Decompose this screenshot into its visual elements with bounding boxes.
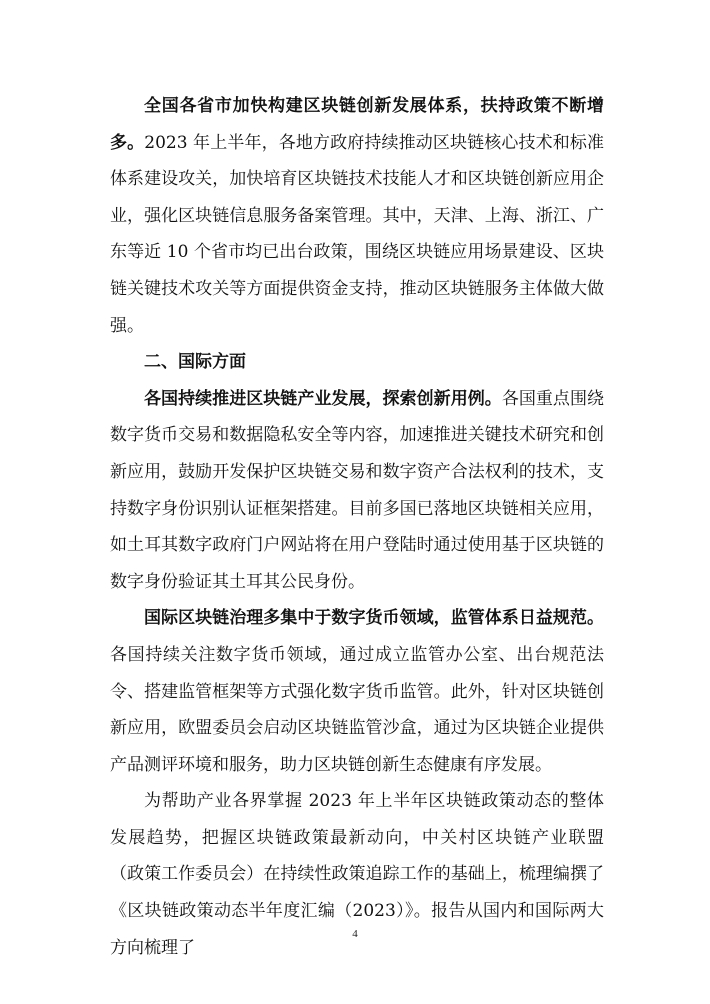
section-heading-text: 二、国际方面 — [144, 352, 246, 373]
paragraph-body: 各国重点围绕数字货币交易和数据隐私安全等内容，加速推进关键技术研究和创新应用，鼓励开发保护区块链交易和数字资产合法权利的技术，支持数字身份识别认证框架搭建。目前多国已落地区块链相关应用，如土耳其数字政府门户网站将在用户登陆时通过使用基于区块链的数字身份验证其土耳其公民身份。 — [110, 388, 605, 592]
section-heading — [110, 344, 604, 381]
paragraph-lead: 国际区块链治理多集中于数字货币领域，监管体系日益规范。 — [144, 608, 604, 629]
paragraph-body: 为帮助产业各界掌握 2023 年上半年区块链政策动态的整体发展趋势，把握区块链政策最新动向，中关村区块链产业联盟 （政策工作委员会）在持续性政策追踪工作的基础上，梳理编撰了《区块链政策动态半年度汇编（2023）》。报告从国内和国际两大方向梳理了 — [110, 791, 604, 958]
paragraph-international-governance — [110, 600, 604, 783]
paragraph-international-development — [110, 381, 604, 601]
paragraph-domestic-policy — [110, 88, 604, 344]
paragraph-body: 各国持续关注数字货币领域，通过成立监管办公室、出台规范法令、搭建监管框架等方式强化数字货币监管。此外，针对区块链创新应用，欧盟委员会启动区块链监管沙盒，通过为区块链企业提供产品测评环境和服务，助力区块链创新生态健康有序发展。 — [110, 644, 604, 775]
document-body — [110, 88, 604, 966]
paragraph-body: 2023 年上半年，各地方政府持续推动区块链核心技术和标准体系建设攻关，加快培育区块链技术技能人才和区块链创新应用企业，强化区块链信息服务备案管理。其中，天津、上海、浙江、广东等近 10 个省市均已出台政策，围绕区块链应用场景建设、区块链关键技术攻关等方面提供资金支持，推动区块链服务主体做大做强。 — [110, 132, 605, 336]
paragraph-lead: 全国各省市加快构建区块链创新发展体系，扶持政策不断增多。 — [110, 96, 604, 153]
page-number: 4 — [352, 928, 358, 940]
paragraph-lead: 各国持续推进区块链产业发展，探索创新用例。 — [144, 388, 502, 409]
